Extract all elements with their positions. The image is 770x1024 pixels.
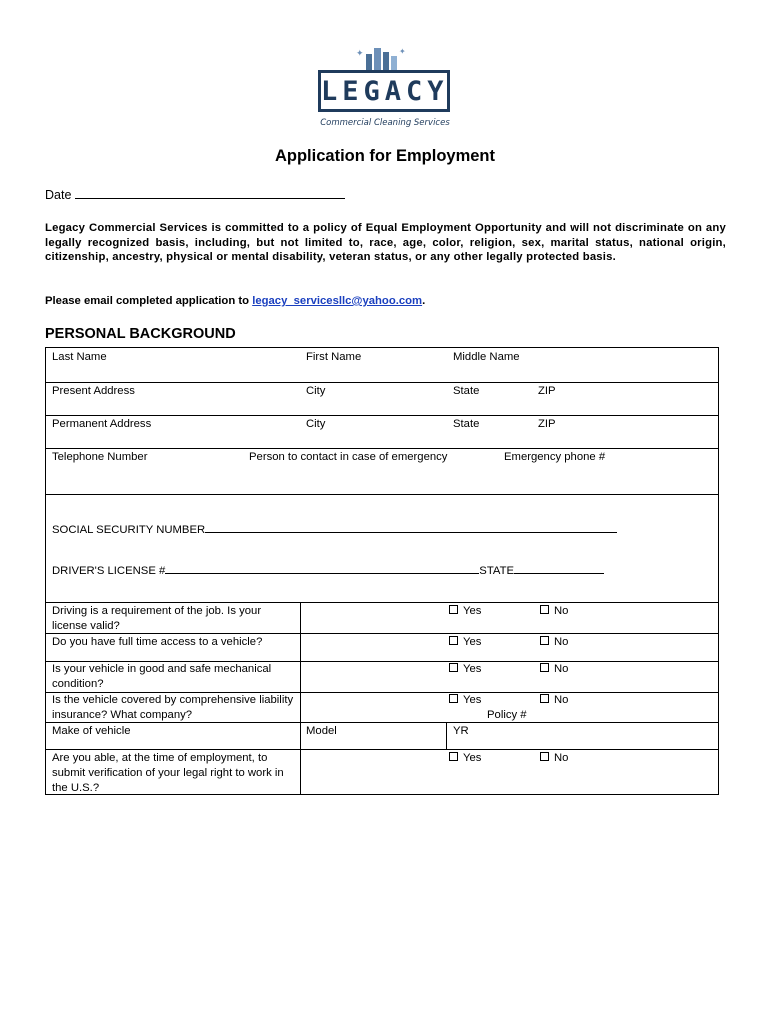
present-zip-label[interactable]: ZIP <box>538 385 556 397</box>
no-label: No <box>554 694 569 706</box>
question-work-verification: Are you able, at the time of employment, to submit verification of your legal right to work in the U.S.? <box>52 752 284 794</box>
checkbox-icon[interactable] <box>540 636 549 645</box>
row-divider <box>46 415 718 416</box>
present-state-label[interactable]: State <box>453 385 480 397</box>
drivers-license-blank[interactable] <box>165 562 479 574</box>
row-divider <box>46 382 718 383</box>
logo-frame <box>318 70 450 112</box>
section-title: PERSONAL BACKGROUND <box>45 326 236 342</box>
page-title: Application for Employment <box>274 147 495 165</box>
column-divider <box>300 602 301 795</box>
yes-label: Yes <box>463 605 482 617</box>
vehicle-condition-yes[interactable] <box>449 662 481 677</box>
question-vehicle-insurance: Is the vehicle covered by comprehensive liability insurance? What company? <box>52 694 294 721</box>
checkbox-icon[interactable] <box>540 752 549 761</box>
permanent-state-label[interactable]: State <box>453 418 480 430</box>
last-name-label[interactable]: Last Name <box>52 351 107 363</box>
checkbox-icon[interactable] <box>449 605 458 614</box>
make-label[interactable]: Make of vehicle <box>52 725 131 737</box>
eeo-policy-text: Legacy Commercial Services is committed to a policy of Equal Employment Opportunity and will not discriminate on any legally recognized basis, including, but not limited to, race, age, color, religion, sex, marital status, national origin, citizenship, ancestry, physical or mental disability, veteran status, or any other legally protected basis. <box>45 222 726 264</box>
telephone-label[interactable]: Telephone Number <box>52 451 148 463</box>
checkbox-icon[interactable] <box>449 663 458 672</box>
logo-tagline: Commercial Cleaning Services <box>320 118 450 128</box>
checkbox-icon[interactable] <box>540 663 549 672</box>
checkbox-icon[interactable] <box>449 636 458 645</box>
vehicle-condition-no[interactable] <box>540 662 568 677</box>
personal-background-form <box>45 347 719 795</box>
ssn-field[interactable] <box>52 521 617 538</box>
vehicle-access-yes[interactable] <box>449 635 481 650</box>
checkbox-icon[interactable] <box>540 605 549 614</box>
row-divider <box>46 494 718 495</box>
first-name-label[interactable]: First Name <box>306 351 362 363</box>
email-suffix: . <box>422 295 426 307</box>
vehicle-insurance-yes[interactable] <box>449 693 481 708</box>
ssn-label: SOCIAL SECURITY NUMBER <box>52 524 206 536</box>
no-label: No <box>554 605 569 617</box>
row-divider <box>46 448 718 449</box>
emergency-phone-label[interactable]: Emergency phone # <box>504 451 606 463</box>
vehicle-insurance-no[interactable] <box>540 693 568 708</box>
svg-text:✦: ✦ <box>356 49 364 59</box>
question-vehicle-condition: Is your vehicle in good and safe mechanical condition? <box>52 663 272 690</box>
work-verification-no[interactable] <box>540 751 568 766</box>
vehicle-access-no[interactable] <box>540 635 568 650</box>
question-vehicle-access: Do you have full time access to a vehicle? <box>52 636 263 648</box>
policy-number-label[interactable]: Policy # <box>487 709 527 721</box>
ssn-blank[interactable] <box>205 521 617 533</box>
company-logo <box>310 44 460 132</box>
date-blank[interactable] <box>75 186 345 199</box>
emergency-contact-label[interactable]: Person to contact in case of emergency <box>249 451 448 463</box>
email-instruction <box>45 295 425 307</box>
middle-name-label[interactable]: Middle Name <box>453 351 520 363</box>
permanent-zip-label[interactable]: ZIP <box>538 418 556 430</box>
checkbox-icon[interactable] <box>540 694 549 703</box>
no-label: No <box>554 752 569 764</box>
yes-label: Yes <box>463 636 482 648</box>
drivers-license-field[interactable] <box>52 562 604 579</box>
date-label: Date <box>45 188 72 202</box>
column-divider <box>446 722 447 749</box>
yr-label[interactable]: YR <box>453 725 469 737</box>
email-prefix: Please email completed application to <box>45 295 253 307</box>
permanent-city-label[interactable]: City <box>306 418 326 430</box>
yes-label: Yes <box>463 663 482 675</box>
email-link[interactable]: legacy_servicesllc@yahoo.com <box>252 295 423 307</box>
license-valid-no[interactable] <box>540 604 568 619</box>
dl-state-blank[interactable] <box>514 562 604 574</box>
model-label[interactable]: Model <box>306 725 337 737</box>
yes-label: Yes <box>463 752 482 764</box>
row-divider <box>46 602 718 603</box>
permanent-address-label[interactable]: Permanent Address <box>52 418 152 430</box>
checkbox-icon[interactable] <box>449 694 458 703</box>
question-license-valid: Driving is a requirement of the job. Is your license valid? <box>52 605 262 632</box>
logo-wordmark: LEGACY <box>321 76 449 107</box>
work-verification-yes[interactable] <box>449 751 481 766</box>
svg-text:✦: ✦ <box>399 47 406 56</box>
present-address-label[interactable]: Present Address <box>52 385 135 397</box>
drivers-license-label: DRIVER'S LICENSE # <box>52 565 166 577</box>
row-divider <box>46 749 718 750</box>
date-field[interactable] <box>45 186 345 202</box>
present-city-label[interactable]: City <box>306 385 326 397</box>
checkbox-icon[interactable] <box>449 752 458 761</box>
dl-state-label: STATE <box>479 565 515 577</box>
yes-label: Yes <box>463 694 482 706</box>
license-valid-yes[interactable] <box>449 604 481 619</box>
no-label: No <box>554 663 569 675</box>
no-label: No <box>554 636 569 648</box>
